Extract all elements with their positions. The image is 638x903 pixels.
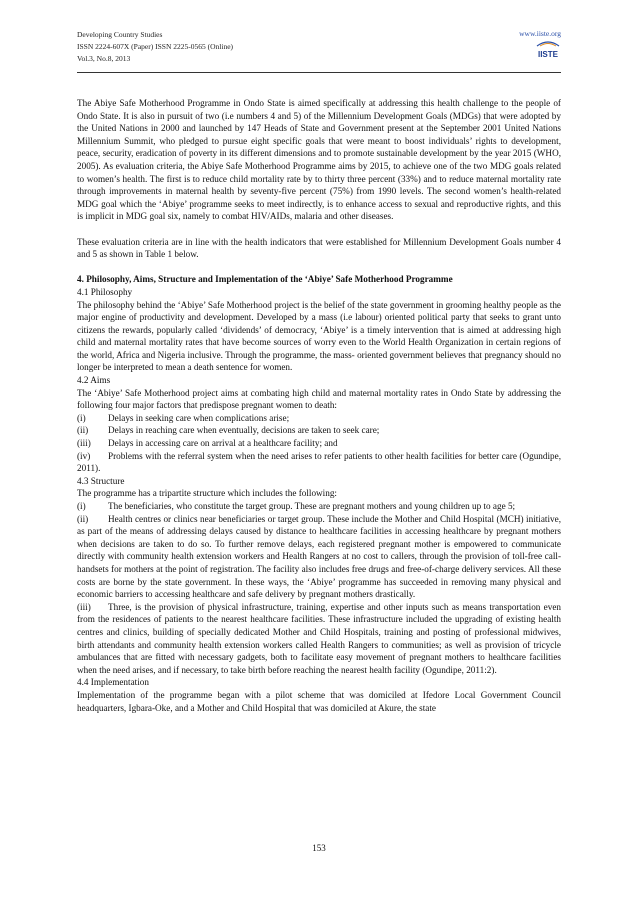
structure-list-item: (ii) Health centres or clinics near beneficiaries or target group. These include the Mother and Child Hospital (MCH) initiative, as part of the means of addressing delays caused by distance to healthcare facilities in accessing healthcare by pregnant mothers when decisions are taken to do so. To further remove delays, each registered pregnant mother is empowered to communicate directly with community health extension workers and Health Rangers at no cost to callers, through the provision of toll-free call-handsets for mothers at the point of registration. The facility also includes free drugs and free-of-charge delivery services. All these costs are borne by the state government. In these ways, the ‘Abiye’ programme has succeeded in removing many physical and economic barriers to accessing healthcare and safe delivery by pregnant mothers drastically. (77, 513, 561, 600)
implementation-text: Implementation of the programme began with a pilot scheme that was domiciled at Ifedore Local Government Council headquarters, Igbara-Oke, and a Mother and Child Hospital that was domiciled at Akure, the state (77, 689, 561, 713)
structure-list-item: (iii) Three, is the provision of physical infrastructure, training, expertise and other inputs such as means transportation even from the residences of patients to the nearest healthcare facilities. These infrastructure included the upgrading of existing health centres and clinics, building of specially dedicated Mother and Child Hospitals, training and posting of professional midwives, birth attendants and community health extension workers called Health Rangers to communities; as well as provision of tricycle ambulances that are fitted with necessary gadgets, both to facilitate easy movement of pregnant mothers to healthcare facilities when the need arises, and if necessary, to take birth before reaching the nearest health facility (Ogundipe, 2011:2). (77, 601, 561, 675)
aims-list-item: (iii) Delays in accessing care on arrival at a healthcare facility; and (77, 438, 338, 449)
aims-list-item: (i) Delays in seeking care when complications arise; (77, 412, 290, 423)
section-4-heading: 4. Philosophy, Aims, Structure and Implementation of the ‘Abiye’ Safe Motherhood Programme (77, 274, 453, 285)
page-number: 153 (312, 843, 326, 853)
header-rule (77, 72, 561, 73)
journal-name: Developing Country Studies (77, 30, 163, 39)
aims-list-item: (iv) Problems with the referral system when the need arises to refer patients to other health facilities for better care (Ogundipe, 2011). (77, 450, 561, 474)
journal-issn: ISSN 2224-607X (Paper) ISSN 2225-0565 (Online) (77, 42, 234, 51)
aims-list-item: (ii) Delays in reaching care when eventually, decisions are taken to seek care; (77, 425, 380, 436)
subsection-implementation-heading: 4.4 Implementation (77, 677, 149, 688)
article-body (77, 97, 561, 714)
paragraph-intro: The Abiye Safe Motherhood Programme in Ondo State is aimed specifically at addressing this health challenge to the people of Ondo State. It is also in pursuit of two (i.e numbers 4 and 5) of the Millennium Development Goals (MDGs) that were adopted by the United Nations in 2000 and launched by 147 Heads of State and Government present at the September 2001 United Nations Millennium Summit, who pledged to pursue eight specific goals that were meant to boost individuals’ rights to development, peace, security, eradication of poverty in its different dimensions and to promote sustainable development by the year 2015 (WHO, 2005). As evaluation criteria, the Abiye Safe Motherhood Programme aims by 2015, to achieve one of the two MDG goals related to women’s health. The first is to reduce child mortality rate by to thirty three percent (33%) and to reduce maternal mortality rate through improvements in maternal health by seventy-five percent (75%) from 1990 levels. The second women’s health-related MDG goal which the ‘Abiye’ programme seeks to meet indirectly, is to enhance access to sexual and reproductive rights, and this is implicit in MDG goal six, namely to combat HIV/AIDs, malaria and other diseases. (77, 98, 561, 222)
aims-intro-text: The ‘Abiye’ Safe Motherhood project aims at combating high child and maternal mortality rates in Ondo State by addressing the following four major factors that predispose pregnant women to death: (77, 387, 561, 411)
paragraph-criteria: These evaluation criteria are in line with the health indicators that were established for Millennium Development Goals number 4 and 5 as shown in Table 1 below. (77, 236, 561, 260)
iiste-logo-icon (535, 40, 561, 59)
structure-list-item: (i) The beneficiaries, who constitute the target group. These are pregnant mothers and young children up to age 5; (77, 501, 516, 511)
subsection-structure-heading: 4.3 Structure (77, 475, 125, 486)
philosophy-text: The philosophy behind the ‘Abiye’ Safe Motherhood project is the belief of the state government in grooming healthy people as the major engine of productivity and development. Developed by a mass (i.e labour) oriented political party that seeks to grant unto citizens the rewards, popularly called ‘dividends’ of democracy, ‘Abiye’ is a timely intervention that is aimed at addressing high child and maternal mortality rates that have become sources of worry even to the World Health Organization in certain regions of the world, Africa and Nigeria inclusive. Through the programme, the mass- oriented government believes that pregnancy should no longer be interpreted to mean a death sentence for women. (77, 299, 561, 373)
journal-volume: Vol.3, No.8, 2013 (77, 54, 131, 63)
page-header (77, 29, 561, 65)
subsection-philosophy-heading: 4.1 Philosophy (77, 286, 133, 297)
subsection-aims-heading: 4.2 Aims (77, 375, 111, 386)
journal-url-link[interactable]: www.iiste.org (519, 29, 561, 38)
structure-intro-text: The programme has a tripartite structure which includes the following: (77, 488, 337, 499)
logo-text: IISTE (537, 50, 559, 59)
